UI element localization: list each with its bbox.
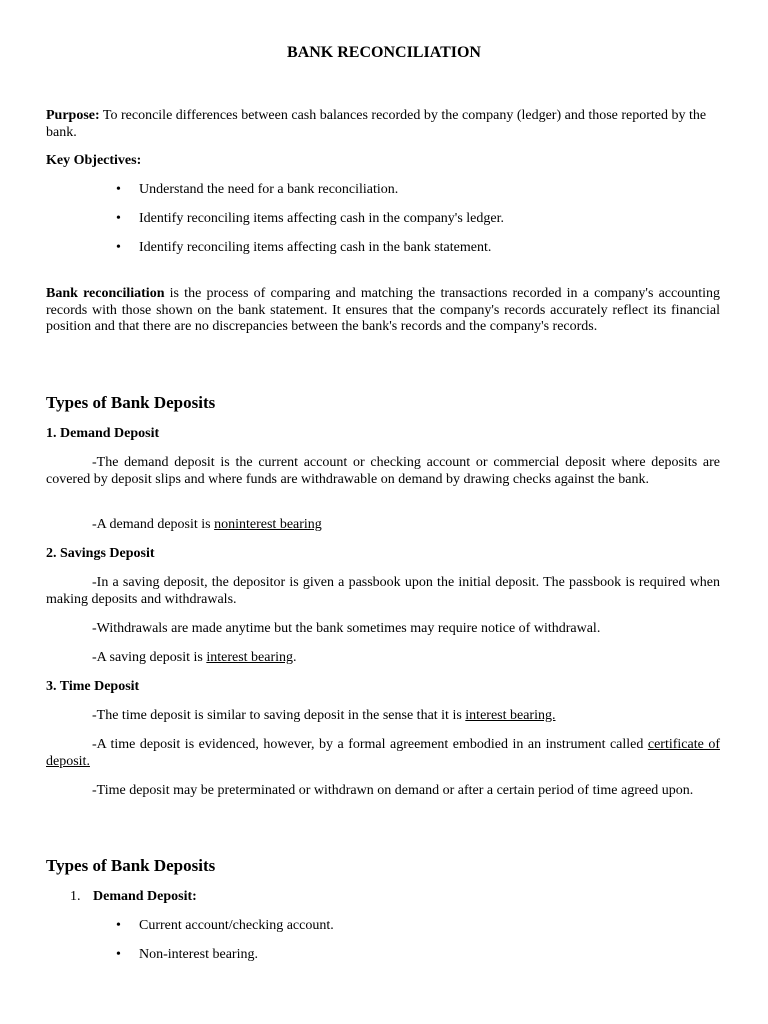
time-deposit-p3: -Time deposit may be preterminated or withdrawn on demand or after a certain period of time agreed upon. — [92, 783, 694, 798]
list-item: • Current account/checking account. — [116, 918, 334, 933]
underlined-term: noninterest bearing — [214, 517, 322, 532]
demand-deposit-heading: 1. Demand Deposit — [46, 426, 160, 441]
section-heading: Types of Bank Deposits — [46, 856, 216, 875]
objective-item: • Identify reconciling items affecting cash in the company's ledger. — [116, 211, 504, 226]
key-objectives-label: Key Objectives: — [46, 153, 142, 168]
time-deposit-p1: -The time deposit is similar to saving deposit in the sense that it is interest bearing. — [92, 708, 556, 723]
demand-deposit-p1: -The demand deposit is the current account or checking account or commercial deposit where deposits are covered by deposit slips and where funds are withdrawable on demand by drawing checks against the bank. — [46, 455, 720, 487]
definition-text: is the process of comparing and matching the transactions recorded in a company's accounting records with those shown on the bank statement. It ensures that the company's records accurately reflect its financial position and that there are no discrepancies between the bank's records and the company's records. — [46, 286, 720, 334]
bullet-icon: • — [116, 182, 121, 197]
item-number: 1. — [70, 889, 81, 904]
savings-deposit-p2: -Withdrawals are made anytime but the bank sometimes may require notice of withdrawal. — [92, 621, 601, 636]
objective-item: • Identify reconciling items affecting cash in the bank statement. — [116, 240, 492, 255]
savings-deposit-p1: -In a saving deposit, the depositor is given a passbook upon the initial deposit. The passbook is required when making deposits and withdrawals. — [46, 575, 720, 607]
time-deposit-p2: -A time deposit is evidenced, however, by a formal agreement embodied in an instrument called certificate of deposit. — [46, 737, 720, 769]
bullet-icon: • — [116, 211, 121, 226]
demand-deposit-p2: -A demand deposit is noninterest bearing — [92, 517, 322, 532]
purpose-label: Purpose: — [46, 108, 100, 123]
bullet-icon: • — [116, 918, 121, 933]
page-title: BANK RECONCILIATION — [287, 44, 481, 61]
bullet-icon: • — [116, 240, 121, 255]
underlined-term: interest bearing — [206, 650, 294, 665]
savings-deposit-heading: 2. Savings Deposit — [46, 546, 155, 561]
definition-paragraph — [46, 286, 720, 336]
bullet-icon: • — [116, 947, 121, 962]
numbered-item — [70, 889, 197, 906]
underlined-term: interest bearing. — [465, 708, 556, 723]
list-item: • Non-interest bearing. — [116, 947, 258, 962]
objective-item: • Understand the need for a bank reconciliation. — [116, 182, 399, 197]
time-deposit-heading: 3. Time Deposit — [46, 679, 140, 694]
underlined-term: certificate of deposit. — [46, 737, 720, 769]
section-heading: Types of Bank Deposits — [46, 393, 216, 412]
savings-deposit-p3: -A saving deposit is interest bearing. — [92, 650, 297, 665]
item-label: Demand Deposit: — [93, 889, 197, 904]
purpose-paragraph — [46, 108, 720, 141]
definition-term: Bank reconciliation — [46, 286, 165, 301]
purpose-text: To reconcile differences between cash balances recorded by the company (ledger) and those reported by the bank. — [46, 108, 707, 140]
